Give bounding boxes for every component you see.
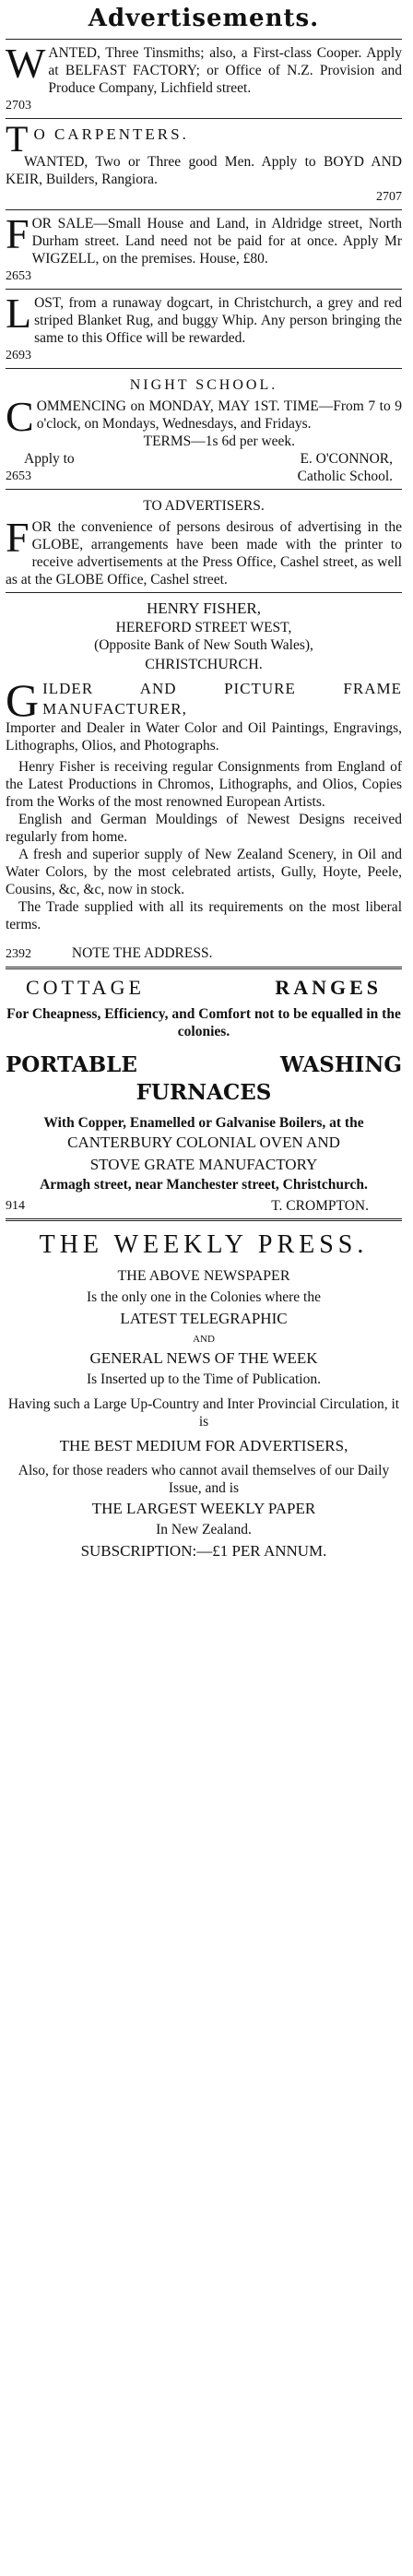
ad-heading — [6, 118, 402, 160]
fisher-paragraph: Henry Fisher is receiving regular Consignments from England of the Latest Productions in Chromos, Lithographs, and Olios, Copies from the Works of the most renowned European Artists. — [6, 759, 402, 810]
ad-text: OR the convenience of persons desirous of advertising in the GLOBE, arrangements have been made with the printer to receive advertisements at the Press Office, Cashel street, as well as at the GLOBE Office, Cashel street. — [6, 519, 402, 588]
ad-tinsmiths — [6, 42, 402, 116]
fisher-name: HENRY FISHER, — [146, 599, 262, 617]
ad-number: 2703 — [6, 99, 31, 113]
ad-number: 2653 — [6, 269, 31, 283]
cottage-text: For Cheapness, Efficiency, and Comfort not to be equalled in the colonies. — [6, 1006, 401, 1039]
cottage-boilers: With Copper, Enamelled or Galvanise Boilers, at the — [43, 1115, 364, 1131]
divider — [6, 118, 402, 119]
cottage-owner: T. CROMPTON. — [271, 1198, 369, 1214]
ad-title: NIGHT SCHOOL. — [129, 377, 278, 393]
drop-cap: G — [6, 674, 41, 726]
weekly-general: GENERAL NEWS OF THE WEEK — [89, 1349, 318, 1367]
advertisement-column — [6, 0, 402, 1566]
ad-lost — [6, 291, 402, 366]
ad-title: O CARPENTERS. — [33, 125, 189, 143]
weekly-title: THE WEEKLY PRESS. — [39, 1230, 369, 1259]
divider — [6, 1218, 402, 1221]
ad-night-school — [6, 371, 402, 487]
ad-title: TO ADVERTISERS. — [143, 498, 265, 514]
divider — [6, 592, 402, 593]
ad-number: 2392 — [6, 947, 31, 961]
divider — [6, 368, 402, 369]
drop-cap: W — [6, 40, 46, 87]
drop-cap: L — [6, 290, 32, 337]
weekly-line: In New Zealand. — [156, 1522, 252, 1537]
fisher-paragraph: Importer and Dealer in Water Color and Oil Paintings, Engravings, Lithographs, Olios, and Photographs. — [6, 720, 402, 754]
fisher-trade: ILDER AND PICTURE FRAME MANUFACTURER, — [42, 680, 402, 718]
ad-text: OR SALE—Small House and Land, in Aldridge street, North Durham street. Land need not be paid for at once. Apply Mr WIGZELL, on the premises. House, £80. — [31, 216, 402, 267]
fisher-paragraph: A fresh and superior supply of New Zealand Scenery, in Oil and Water Colors, by the most celebrated artists, Gully, Hoyte, Peele, Cousins, &c, &c, now in stock. — [6, 847, 402, 897]
ranges-title: RANGES — [275, 976, 382, 999]
portable-title: PORTABLE — [6, 1052, 137, 1077]
divider — [6, 967, 402, 969]
ad-apply: Apply to — [24, 451, 75, 467]
weekly-subscription: SUBSCRIPTION:—£1 PER ANNUM. — [80, 1542, 327, 1560]
ad-number: 914 — [6, 1199, 25, 1213]
ad-carpenters — [6, 118, 402, 208]
ad-for-sale — [6, 212, 402, 287]
weekly-and: AND — [193, 1334, 215, 1345]
ad-contact: E. O'CONNOR, — [300, 451, 393, 467]
fisher-street: HEREFORD STREET WEST, — [115, 620, 292, 635]
ad-place: Catholic School. — [297, 469, 393, 484]
ad-henry-fisher — [6, 595, 402, 965]
drop-cap: F — [6, 514, 30, 561]
ad-number: 2707 — [376, 190, 402, 204]
weekly-line: Is Inserted up to the Time of Publication. — [86, 1371, 321, 1387]
drop-cap: C — [6, 393, 34, 440]
weekly-above: THE ABOVE NEWSPAPER — [117, 1268, 290, 1284]
page-title: Advertisements. — [88, 5, 320, 32]
ad-text: WANTED, Two or Three good Men. Apply to BOYD AND KEIR, Builders, Rangiora. — [6, 154, 402, 187]
weekly-line: Having such a Large Up-Country and Inter Provincial Circulation, it is — [7, 1396, 400, 1430]
fisher-paragraph: The Trade supplied with all its requirements on the most liberal terms. — [6, 899, 402, 932]
weekly-line: Also, for those readers who cannot avail themselves of our Daily Issue, and is — [18, 1463, 390, 1496]
fisher-note: NOTE THE ADDRESS. — [71, 945, 213, 961]
furnaces-title: FURNACES — [136, 1080, 272, 1105]
ad-number: 2653 — [6, 469, 31, 483]
ad-weekly-press — [6, 1223, 402, 1566]
ad-text: OMMENCING on MONDAY, MAY 1ST. TIME—From 7 to 9 o'clock, on Mondays, Wednesdays, and Fridays. — [36, 398, 402, 432]
washing-title: WASHING — [280, 1052, 402, 1077]
cottage-company: STOVE GRATE MANUFACTORY — [89, 1156, 318, 1173]
divider — [6, 289, 402, 290]
divider — [6, 209, 402, 210]
ad-to-advertisers — [6, 492, 402, 590]
ad-text: ANTED, Three Tinsmiths; also, a First-class Cooper. Apply at BELFAST FACTORY; or Office of N.Z. Provision and Produce Company, Lichfield street. — [48, 45, 402, 96]
cottage-company: CANTERBURY COLONIAL OVEN AND — [67, 1134, 340, 1151]
fisher-paragraph: English and German Mouldings of Newest Designs received regularly from home. — [6, 812, 402, 845]
ad-cottage-ranges — [6, 971, 402, 1217]
cottage-address: Armagh street, near Manchester street, Christchurch. — [40, 1177, 368, 1193]
ad-text: OST, from a runaway dogcart, in Christchurch, a grey and red striped Blanket Rug, and buggy Whip. Any person bringing the same to this Office will be rewarded. — [34, 295, 402, 346]
divider — [6, 39, 402, 40]
fisher-city: CHRISTCHURCH. — [145, 657, 263, 672]
drop-cap: F — [6, 210, 30, 257]
cottage-title: COTTAGE — [26, 976, 145, 999]
ad-number: 2693 — [6, 349, 31, 362]
weekly-largest: THE LARGEST WEEKLY PAPER — [91, 1500, 316, 1517]
drop-cap: T — [6, 118, 31, 160]
fisher-opposite: (Opposite Bank of New South Wales), — [94, 637, 313, 653]
ad-terms: TERMS—1s 6d per week. — [143, 433, 296, 449]
divider — [6, 489, 402, 490]
weekly-latest: LATEST TELEGRAPHIC — [120, 1310, 288, 1327]
weekly-line: Is the only one in the Colonies where the — [87, 1289, 321, 1305]
weekly-best: THE BEST MEDIUM FOR ADVERTISERS, — [59, 1437, 348, 1454]
